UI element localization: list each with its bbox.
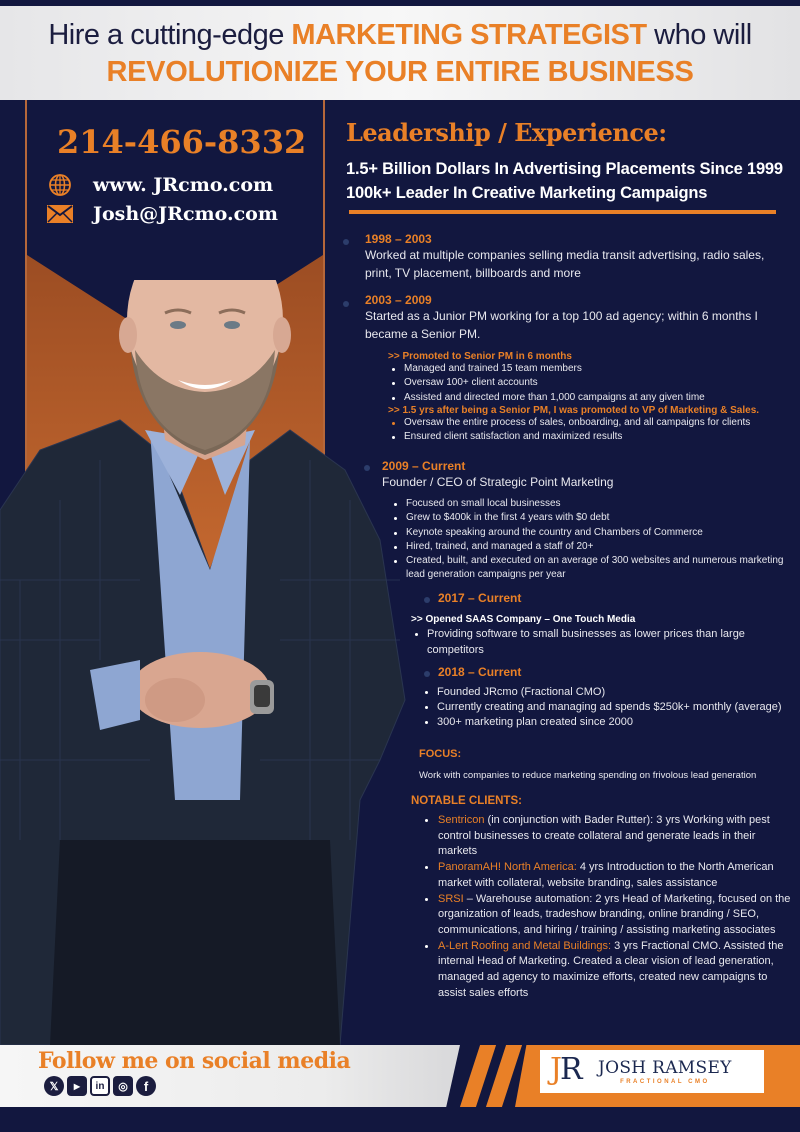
bullet-item: Oversaw 100+ client accounts [388,376,798,390]
entry-description: Started as a Junior PM working for a top 100 ad agency; within 6 months I became a Senior PM. [365,309,758,341]
subtitle-advertising: 1.5+ Billion Dollars In Advertising Placements Since 1999 [346,160,783,178]
website-link[interactable]: www. JRcmo.com [93,174,274,196]
brand-logo[interactable] [540,1050,764,1093]
clients-section [411,795,796,1001]
facebook-icon[interactable] [136,1076,156,1096]
portrait-photo [0,280,420,1045]
promotion-vp: >> 1.5 yrs after being a Senior PM, I was promoted to VP of Marketing & Sales. [388,404,760,416]
client-sentricon [420,813,796,860]
subtitle-leader: 100k+ Leader In Creative Marketing Campaigns [346,184,708,202]
logo-name: JOSH RAMSEY [598,1058,732,1078]
bullet-item: Providing software to small businesses as lower prices than large competitors [411,627,791,658]
headline-suffix: who will [646,19,752,51]
client-name: A-Lert Roofing and Metal Buildings: [438,939,612,952]
bullet-item: Currently creating and managing ad spends $250k+ monthly (average) [421,700,800,715]
envelope-icon [47,201,73,227]
youtube-icon[interactable] [67,1076,87,1096]
headline-banner [0,6,800,100]
monogram-r: R [560,1051,583,1087]
client-panoramah [420,860,796,891]
clients-title: NOTABLE CLIENTS: [411,795,522,807]
linkedin-glyph: in [95,1080,105,1092]
instagram-icon[interactable] [113,1076,133,1096]
bullet-item: Ensured client satisfaction and maximized results [388,430,798,444]
youtube-glyph: ▶ [73,1081,81,1091]
bullet-item: Oversaw the entire process of sales, onboarding, and all campaigns for clients [388,416,798,430]
timeline-dot [364,465,370,471]
email-row[interactable] [47,201,278,227]
entry-years: 2018 – Current [438,665,522,679]
client-description: 3 yrs Fractional CMO. Assisted the internal Head of Marketing. Created a clear vision of lead generation, managed ad agency to maximize efforts, created new campaigns to assist sales efforts [438,939,784,999]
bullet-item: Managed and trained 15 team members [388,362,798,376]
logo-text [598,1058,732,1085]
timeline-dot [424,597,430,603]
timeline-entry-2018 [438,665,521,679]
entry-years: 2009 – Current [382,459,466,473]
focus-section [419,748,799,781]
client-description: (in conjunction with Bader Rutter): 3 yrs Working with pest control businesses to create collateral and generate leads in their markets [438,814,770,858]
bullet-item: Focused on small local businesses [390,497,790,511]
headline-line-1 [0,19,800,52]
strategic-point-bullets [390,497,790,583]
timeline-dot [424,671,430,677]
timeline-entry-2003 [365,293,765,343]
website-row[interactable] [47,172,273,198]
focus-title: FOCUS: [419,748,462,760]
client-name: Sentricon [438,814,485,826]
timeline-entry-2017 [438,591,521,605]
jrcmo-bullets [421,685,800,730]
social-icons [44,1076,156,1096]
entry-description: Founder / CEO of Strategic Point Marketing [382,475,614,489]
bullet-item: Grew to $400k in the first 4 years with $0 debt [390,511,790,525]
linkedin-icon[interactable] [90,1076,110,1096]
bottom-border [0,1107,800,1132]
timeline-dot [343,239,349,245]
entry-years: 1998 – 2003 [365,232,432,246]
promotion-senior-pm: >> Promoted to Senior PM in 6 months [388,351,572,362]
headline-highlight: MARKETING STRATEGIST [291,19,647,51]
focus-text: Work with companies to reduce marketing spending on frivolous lead generation [419,770,757,781]
entry-years: 2017 – Current [438,591,522,605]
saas-details [411,614,791,658]
client-srsi [420,892,796,939]
entry-years: 2003 – 2009 [365,293,432,307]
timeline-entry-1998 [365,232,765,282]
vp-bullets [388,416,798,445]
timeline-entry-2009 [382,459,792,491]
client-description: 4 yrs Introduction to the North American market with collateral, website branding, sales assistance [438,861,774,889]
bullet-item: Founded JRcmo (Fractional CMO) [421,685,800,700]
experience-title: Leadership / Experience: [346,118,667,147]
bullet-item: Created, built, and executed on an average of 300 websites and numerous marketing lead generation campaigns per year [390,554,790,583]
experience-subtitle [346,157,786,205]
headline-line-2: REVOLUTIONIZE YOUR ENTIRE BUSINESS [106,56,694,88]
email-link[interactable]: Josh@JRcmo.com [93,203,278,225]
bullet-item: 300+ marketing plan created since 2000 [421,715,800,730]
bullet-item: Keynote speaking around the country and Chambers of Commerce [390,526,790,540]
client-name: SRSI [438,892,464,905]
experience-section [346,118,786,214]
saas-headline: >> Opened SAAS Company – One Touch Media [411,614,636,625]
globe-icon [47,172,73,198]
promotion-details [388,351,798,444]
orange-divider [349,210,776,214]
monogram-j: J [550,1051,563,1087]
senior-pm-bullets [388,362,798,405]
phone-number[interactable]: 214-466-8332 [57,123,307,161]
headline-prefix: Hire a cutting-edge [48,19,292,51]
timeline-dot [343,301,349,307]
instagram-glyph: ◎ [118,1080,128,1093]
entry-description: Worked at multiple companies selling media transit advertising, radio sales, print, TV placement, billboards and more [365,248,765,280]
follow-label: Follow me on social media [38,1048,351,1074]
client-a-lert [420,939,796,1002]
client-description: – Warehouse automation: 2 yrs Head of Marketing, focused on the organization of leads, tradeshow branding, online branding / SEO, communications, and hiring / training / assisting marketing associates [438,892,791,936]
logo-tagline: FRACTIONAL CMO [620,1079,710,1085]
x-glyph: 𝕏 [49,1080,59,1093]
bullet-item: Assisted and directed more than 1,000 campaigns at any given time [388,391,798,405]
facebook-glyph: f [143,1078,149,1094]
client-name: PanoramAH! North America: [438,861,577,874]
jr-monogram-icon [550,1052,586,1092]
x-icon[interactable] [44,1076,64,1096]
bullet-item: Hired, trained, and managed a staff of 20+ [390,540,790,554]
